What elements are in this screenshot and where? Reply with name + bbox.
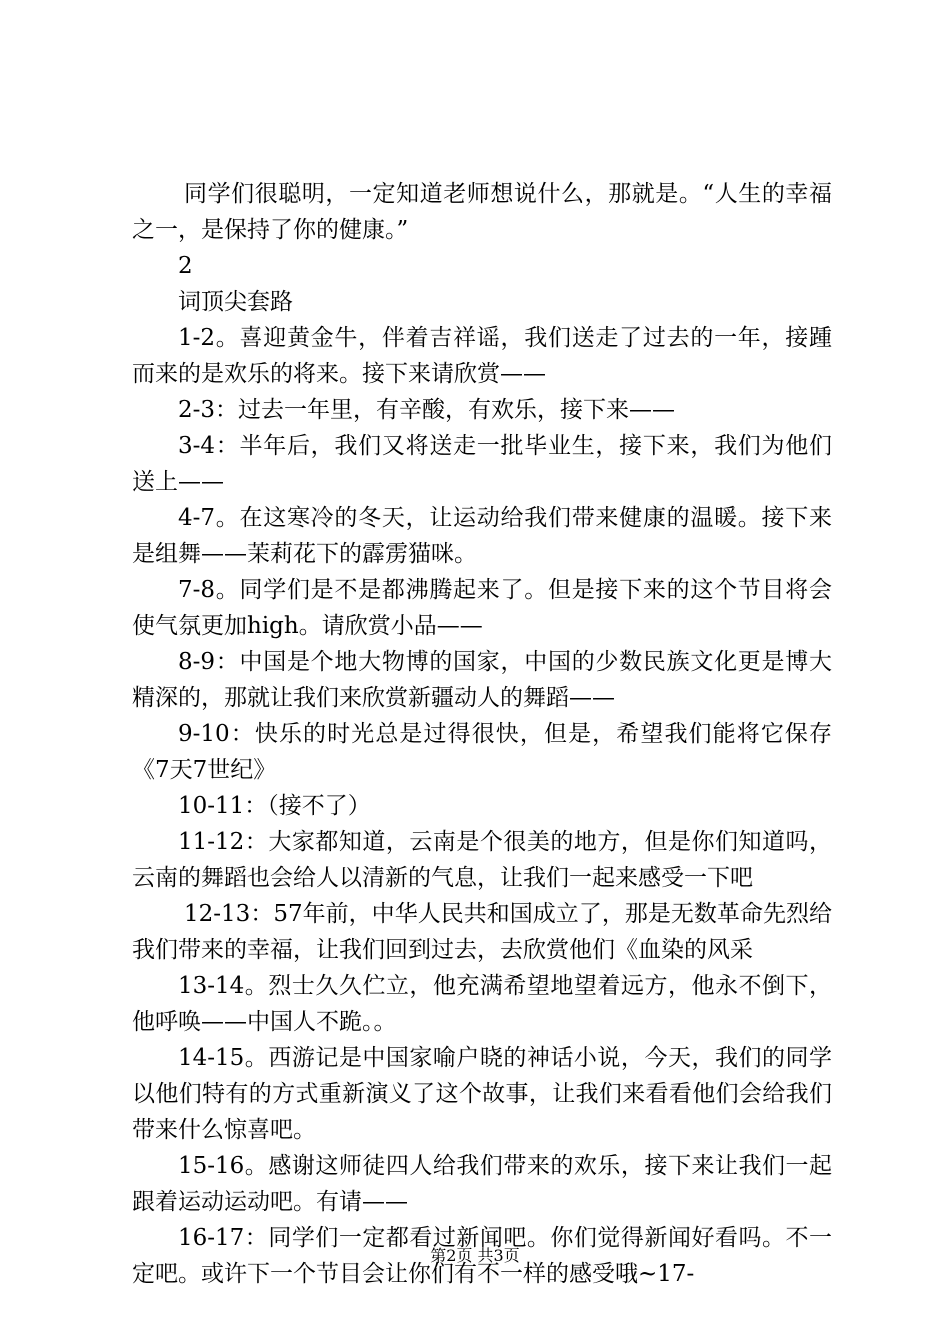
paragraph: 3-4：半年后，我们又将送走一批毕业生，接下来，我们为他们送上—— [132,433,832,495]
paragraph: 2-3：过去一年里，有辛酸，有欢乐，接下来—— [178,397,676,423]
paragraph: 4-7。在这寒冷的冬天，让运动给我们带来健康的温暖。接下来是组舞——茉莉花下的霹雳猫咪。 [132,505,832,567]
paragraph: 10-11：（接不了） [178,793,371,819]
page-number-footer: 第2页 共3页 [430,1246,520,1265]
document-body [132,176,832,1292]
paragraph: 12-13：57年前，中华人民共和国成立了，那是无数革命先烈给我们带来的幸福，让我们回到过去，去欣赏他们《血染的风采 [132,901,832,963]
paragraph: 13-14。烈士久久伫立，他充满希望地望着远方，他永不倒下，他呼唤——中国人不跪。。 [132,973,832,1035]
paragraph: 8-9：中国是个地大物博的国家，中国的少数民族文化更是博大精深的，那就让我们来欣赏新疆动人的舞蹈—— [132,649,832,711]
paragraph: 11-12：大家都知道，云南是个很美的地方，但是你们知道吗，云南的舞蹈也会给人以清新的气息，让我们一起来感受一下吧 [132,829,832,891]
paragraph: 词顶尖套路 [178,289,293,315]
paragraph: 14-15。西游记是中国家喻户晓的神话小说，今天，我们的同学以他们特有的方式重新演义了这个故事，让我们来看看他们会给我们带来什么惊喜吧。 [132,1045,832,1143]
paragraph: 16-17：同学们一定都看过新闻吧。你们觉得新闻好看吗。不一定吧。或许下一个节目会让你们有不一样的感受哦~17- [132,1225,832,1287]
paragraph: 9-10：快乐的时光总是过得很快，但是，希望我们能将它保存《7天7世纪》 [132,721,832,783]
paragraph: 7-8。同学们是不是都沸腾起来了。但是接下来的这个节目将会使气氛更加high。请欣赏小品—— [132,577,832,639]
paragraph: 15-16。感谢这师徒四人给我们带来的欢乐，接下来让我们一起跟着运动运动吧。有请—— [132,1153,832,1215]
paragraph: 2 [178,253,193,279]
paragraph: 1-2。喜迎黄金牛，伴着吉祥谣，我们送走了过去的一年，接踵而来的是欢乐的将来。接下来请欣赏—— [132,325,832,387]
paragraph: 同学们很聪明，一定知道老师想说什么，那就是。“人生的幸福之一，是保持了你的健康。” [132,181,832,243]
